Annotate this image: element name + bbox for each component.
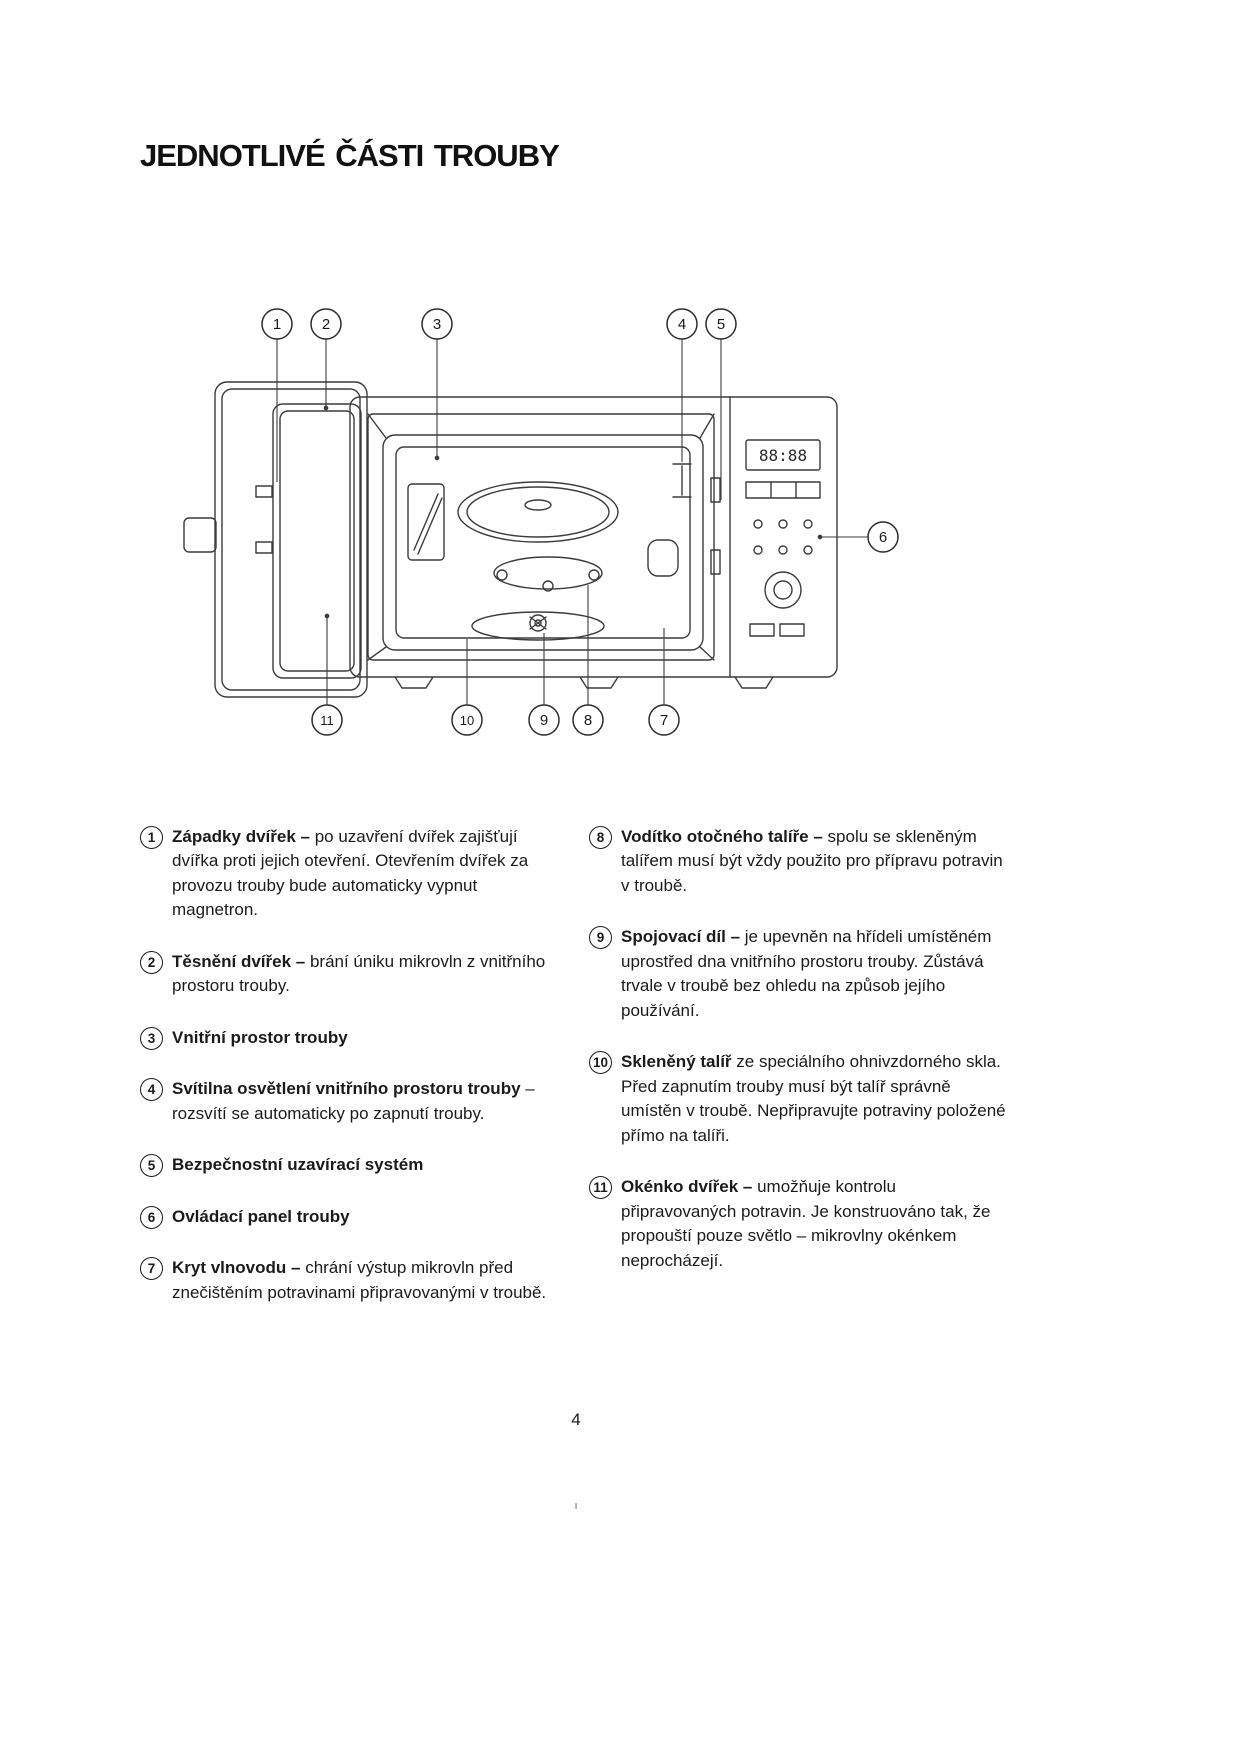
- door-latch: [256, 542, 272, 553]
- oven-foot: [580, 677, 618, 688]
- callout-11: [312, 705, 342, 735]
- item-number: 3: [140, 1027, 163, 1050]
- item-text: Spojovací díl – je upevněn na hřídeli umístěném uprostřed dna vnitřního prostoru trouby. Zůstává trvale v troubě bez ohledu na způsob jejího používání.: [621, 927, 992, 1020]
- page-title: JEDNOTLIVÉ ČÁSTI TROUBY: [140, 138, 559, 173]
- panel-key: [750, 624, 774, 636]
- svg-text:2: 2: [321, 316, 331, 333]
- svg-text:4: 4: [677, 316, 687, 333]
- item-number: 2: [140, 951, 163, 974]
- callout-9: [529, 705, 559, 735]
- diagram-section: [170, 292, 1240, 767]
- svg-text:8: 8: [583, 712, 593, 729]
- item-text: Okénko dvířek – umožňuje kontrolu připravovaných potravin. Je konstruováno tak, že propouští pouze světlo – mikrovlny okénkem neprocházejí.: [621, 1177, 991, 1270]
- button-strip: [746, 482, 820, 498]
- waveguide-cover: [648, 540, 678, 576]
- list-item: [140, 950, 563, 999]
- svg-text:3: 3: [432, 316, 442, 333]
- callout-2: [311, 309, 341, 339]
- safety-latch-hole: [711, 550, 720, 574]
- panel-key: [780, 624, 804, 636]
- svg-text:9: 9: [539, 712, 549, 729]
- item-number: 6: [140, 1206, 163, 1229]
- svg-text:6: 6: [878, 529, 888, 546]
- left-column: [140, 825, 563, 1332]
- callout-1: [262, 309, 292, 339]
- svg-text:10: 10: [459, 713, 475, 728]
- door-window: [273, 404, 361, 678]
- list-item: [589, 1175, 1012, 1273]
- oven-foot: [395, 677, 433, 688]
- panel-button: [804, 546, 812, 554]
- description-section: [140, 825, 1012, 1512]
- rotary-dial: [765, 572, 801, 608]
- svg-text:1: 1: [272, 316, 282, 333]
- svg-text:11: 11: [320, 713, 334, 728]
- panel-button: [779, 546, 787, 554]
- page-number: 4: [571, 1410, 581, 1430]
- item-text: Těsnění dvířek – brání úniku mikrovln z vnitřního prostoru trouby.: [172, 951, 546, 996]
- item-number: 10: [589, 1051, 612, 1074]
- list-item: [140, 1153, 563, 1177]
- callout-5: [706, 309, 736, 339]
- item-text: Bezpečnostní uzavírací systém: [172, 1155, 424, 1175]
- item-text: Kryt vlnovodu – chrání výstup mikrovln před znečištěním potravinami připravovanými v troubě.: [172, 1258, 547, 1302]
- item-number: 8: [589, 826, 612, 849]
- item-text: Západky dvířek – po uzavření dvířek zajišťují dvířka proti jejich otevření. Otevřením dvířek za provozu trouby bude automaticky vypnut magnetron.: [172, 827, 529, 920]
- oven-door: [184, 382, 367, 697]
- item-number: 9: [589, 926, 612, 949]
- list-item: [140, 1026, 563, 1050]
- list-item: [140, 1077, 563, 1126]
- right-column: [589, 825, 1012, 1332]
- callout-4: [667, 309, 697, 339]
- glass-tray: [458, 482, 618, 542]
- vent-grille: [408, 484, 444, 560]
- item-text: Ovládací panel trouby: [172, 1206, 350, 1226]
- callouts: [262, 309, 898, 735]
- callout-6: [868, 522, 898, 552]
- item-number: 1: [140, 826, 163, 849]
- item-number: 4: [140, 1078, 163, 1101]
- item-text: Skleněný talíř ze speciálního ohnivzdorného skla. Před zapnutím trouby musí být talíř správně umístěn v troubě. Nepřipravujte potraviny položené přímo na talíři.: [621, 1052, 1006, 1145]
- item-text: Svítilna osvětlení vnitřního prostoru trouby – rozsvítí se automaticky po zapnutí trouby.: [172, 1079, 535, 1123]
- item-number: 11: [589, 1176, 612, 1199]
- list-item: [140, 1256, 563, 1305]
- item-number: 5: [140, 1154, 163, 1177]
- control-panel: [746, 440, 820, 636]
- door-latch: [256, 486, 272, 497]
- panel-button: [804, 520, 812, 528]
- list-item: [589, 1050, 1012, 1148]
- list-item: [140, 825, 563, 923]
- item-text: Vnitřní prostor trouby: [172, 1027, 348, 1047]
- display-readout: 88:88: [758, 446, 808, 465]
- panel-button: [779, 520, 787, 528]
- item-text: Vodítko otočného talíře – spolu se skleněným talířem musí být vždy použito pro přípravu potravin v troubě.: [621, 827, 1003, 895]
- callout-10: [452, 705, 482, 735]
- list-item: [589, 825, 1012, 898]
- roller-guide: [494, 557, 602, 589]
- list-item: [140, 1205, 563, 1229]
- lamp-marks: [673, 464, 691, 497]
- list-item: [589, 925, 1012, 1023]
- coupler: [530, 615, 546, 631]
- footer-mark: ı: [574, 1500, 578, 1513]
- safety-latch-hole: [711, 478, 720, 502]
- microwave-diagram: [170, 292, 930, 762]
- door-handle: [184, 518, 216, 552]
- panel-button: [754, 546, 762, 554]
- panel-button: [754, 520, 762, 528]
- turntable: [458, 482, 618, 640]
- oven-foot: [735, 677, 773, 688]
- callout-7: [649, 705, 679, 735]
- callout-3: [422, 309, 452, 339]
- svg-text:7: 7: [659, 712, 669, 729]
- item-number: 7: [140, 1257, 163, 1280]
- callout-8: [573, 705, 603, 735]
- svg-text:5: 5: [716, 316, 726, 333]
